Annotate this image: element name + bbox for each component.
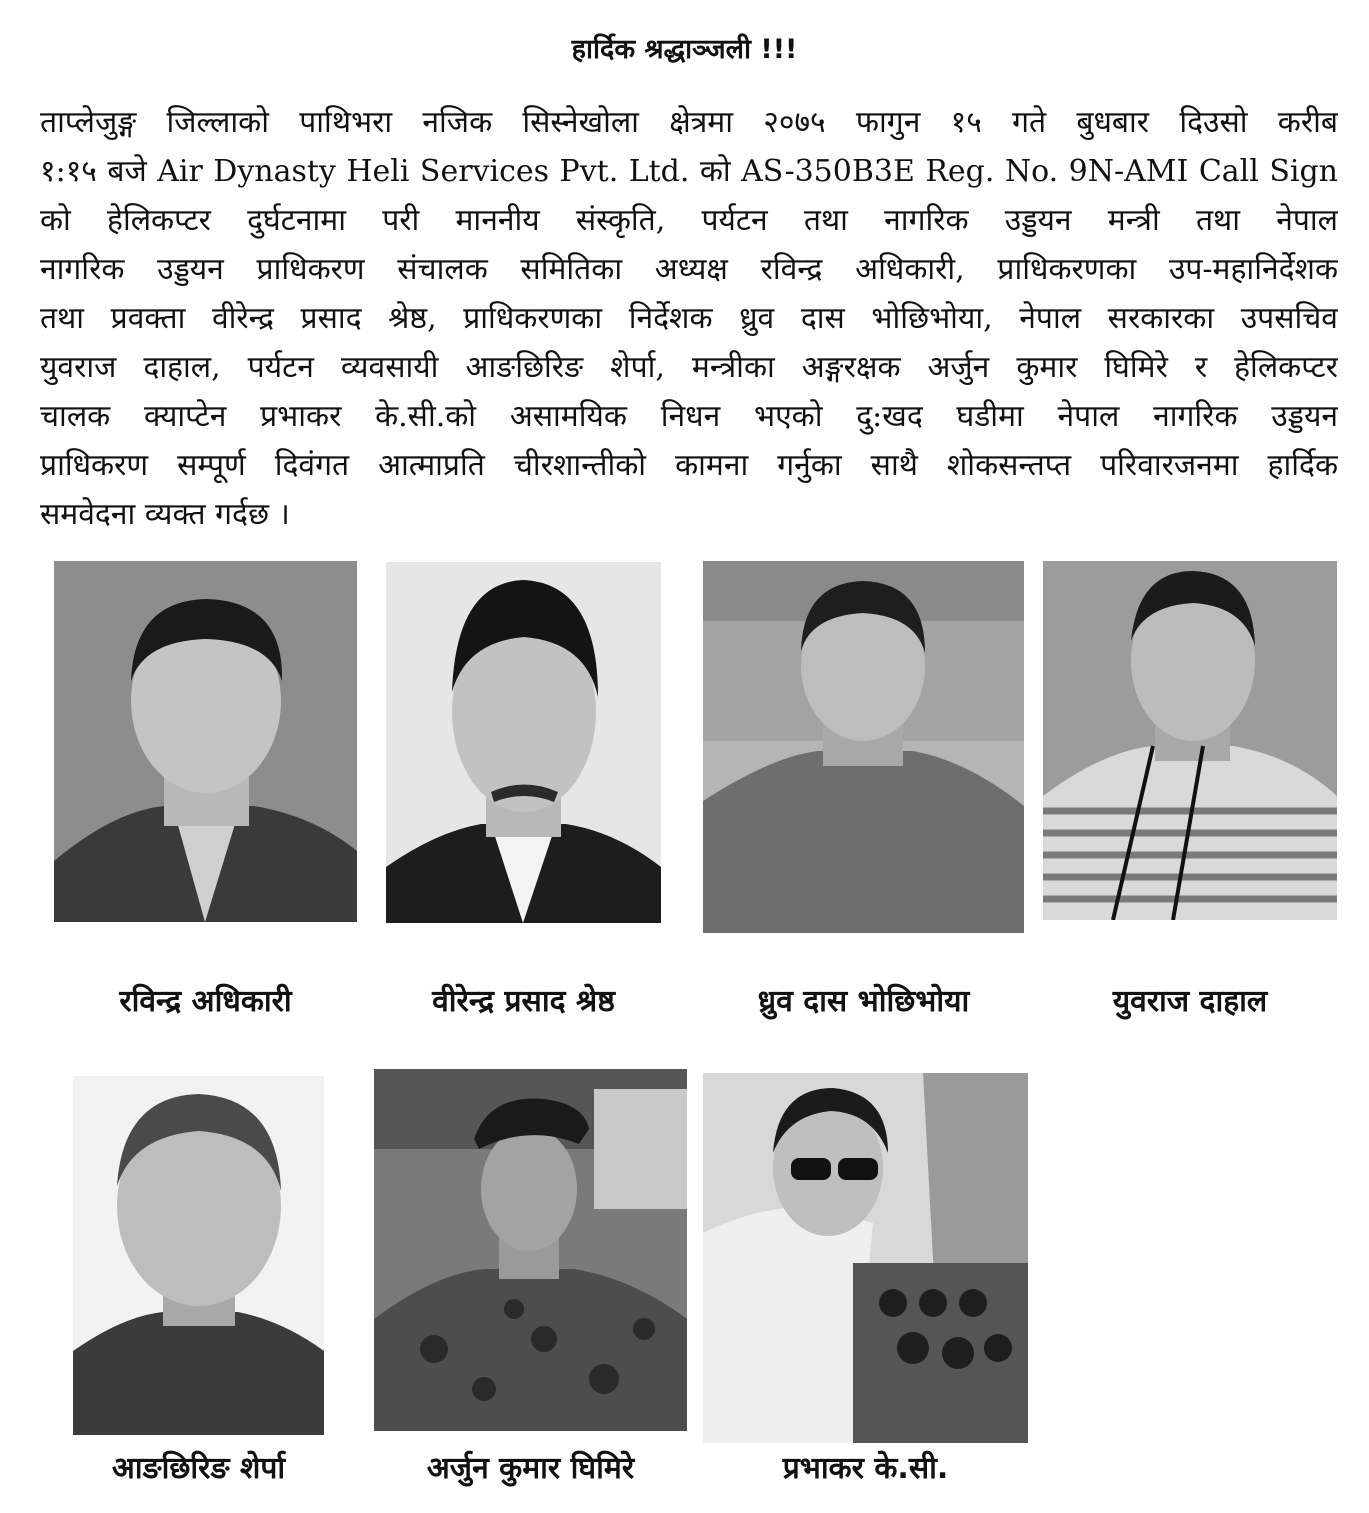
portrait-caption: युवराज दाहाल xyxy=(1112,984,1268,1019)
portrait-photo-1 xyxy=(54,561,357,922)
portrait-photo-5 xyxy=(73,1076,324,1435)
paragraph-line: समवेदना व्यक्त गर्दछ । xyxy=(40,497,290,532)
paragraph-line: तथा प्रवक्ता वीरेन्द्र प्रसाद श्रेष्ठ, प्राधिकरणका निर्देशक ध्रुव दास भोछिभोया, नेपाल सरकारका उपसचिव xyxy=(40,301,1338,336)
paragraph-line: १:१५ बजे Air Dynasty Heli Services Pvt. Ltd. को AS-350B3E Reg. No. 9N-AMI Call Sign xyxy=(40,154,1338,189)
portrait-caption: ध्रुव दास भोछिभोया xyxy=(757,984,970,1019)
paragraph-line: चालक क्याप्टेन प्रभाकर के.सी.को असामयिक निधन भएको दु:खद घडीमा नेपाल नागरिक उड्डयन xyxy=(40,399,1338,434)
portrait-caption: प्रभाकर के.सी. xyxy=(782,1451,949,1486)
portrait-photo-6 xyxy=(374,1069,687,1431)
paragraph-line: प्राधिकरण सम्पूर्ण दिवंगत आत्माप्रति चीरशान्तीको कामना गर्नुका साथै शोकसन्तप्त परिवारजनमा हार्दिक xyxy=(40,448,1338,483)
portrait-photo-7 xyxy=(703,1073,1028,1443)
portrait-photo-3 xyxy=(703,561,1024,933)
portrait-caption: आङछिरिङ शेर्पा xyxy=(111,1451,286,1486)
portrait-photo-4 xyxy=(1043,561,1337,920)
paragraph-line: नागरिक उड्डयन प्राधिकरण संचालक समितिका अध्यक्ष रविन्द्र अधिकारी, प्राधिकरणका उप-महानिर्देशक xyxy=(40,252,1338,287)
portrait-caption: रविन्द्र अधिकारी xyxy=(119,984,292,1019)
portrait-caption: अर्जुन कुमार घिमिरे xyxy=(426,1451,635,1486)
condolence-paragraph xyxy=(40,98,1338,539)
paragraph-line: युवराज दाहाल, पर्यटन व्यवसायी आङछिरिङ शेर्पा, मन्त्रीका अङ्गरक्षक अर्जुन कुमार घिमिरे र हेलिकप्टर xyxy=(40,350,1338,385)
paragraph-line: को हेलिकप्टर दुर्घटनामा परी माननीय संस्कृति, पर्यटन तथा नागरिक उड्डयन मन्त्री तथा नेपाल xyxy=(40,203,1338,238)
portrait-caption: वीरेन्द्र प्रसाद श्रेष्ठ xyxy=(432,984,615,1019)
paragraph-line: ताप्लेजुङ्ग जिल्लाको पाथिभरा नजिक सिस्नेखोला क्षेत्रमा २०७५ फागुन १५ गते बुधबार दिउसो करीब xyxy=(40,105,1338,140)
page-title: हार्दिक श्रद्धाञ्जली !!! xyxy=(571,34,798,65)
portrait-photo-2 xyxy=(386,562,661,923)
